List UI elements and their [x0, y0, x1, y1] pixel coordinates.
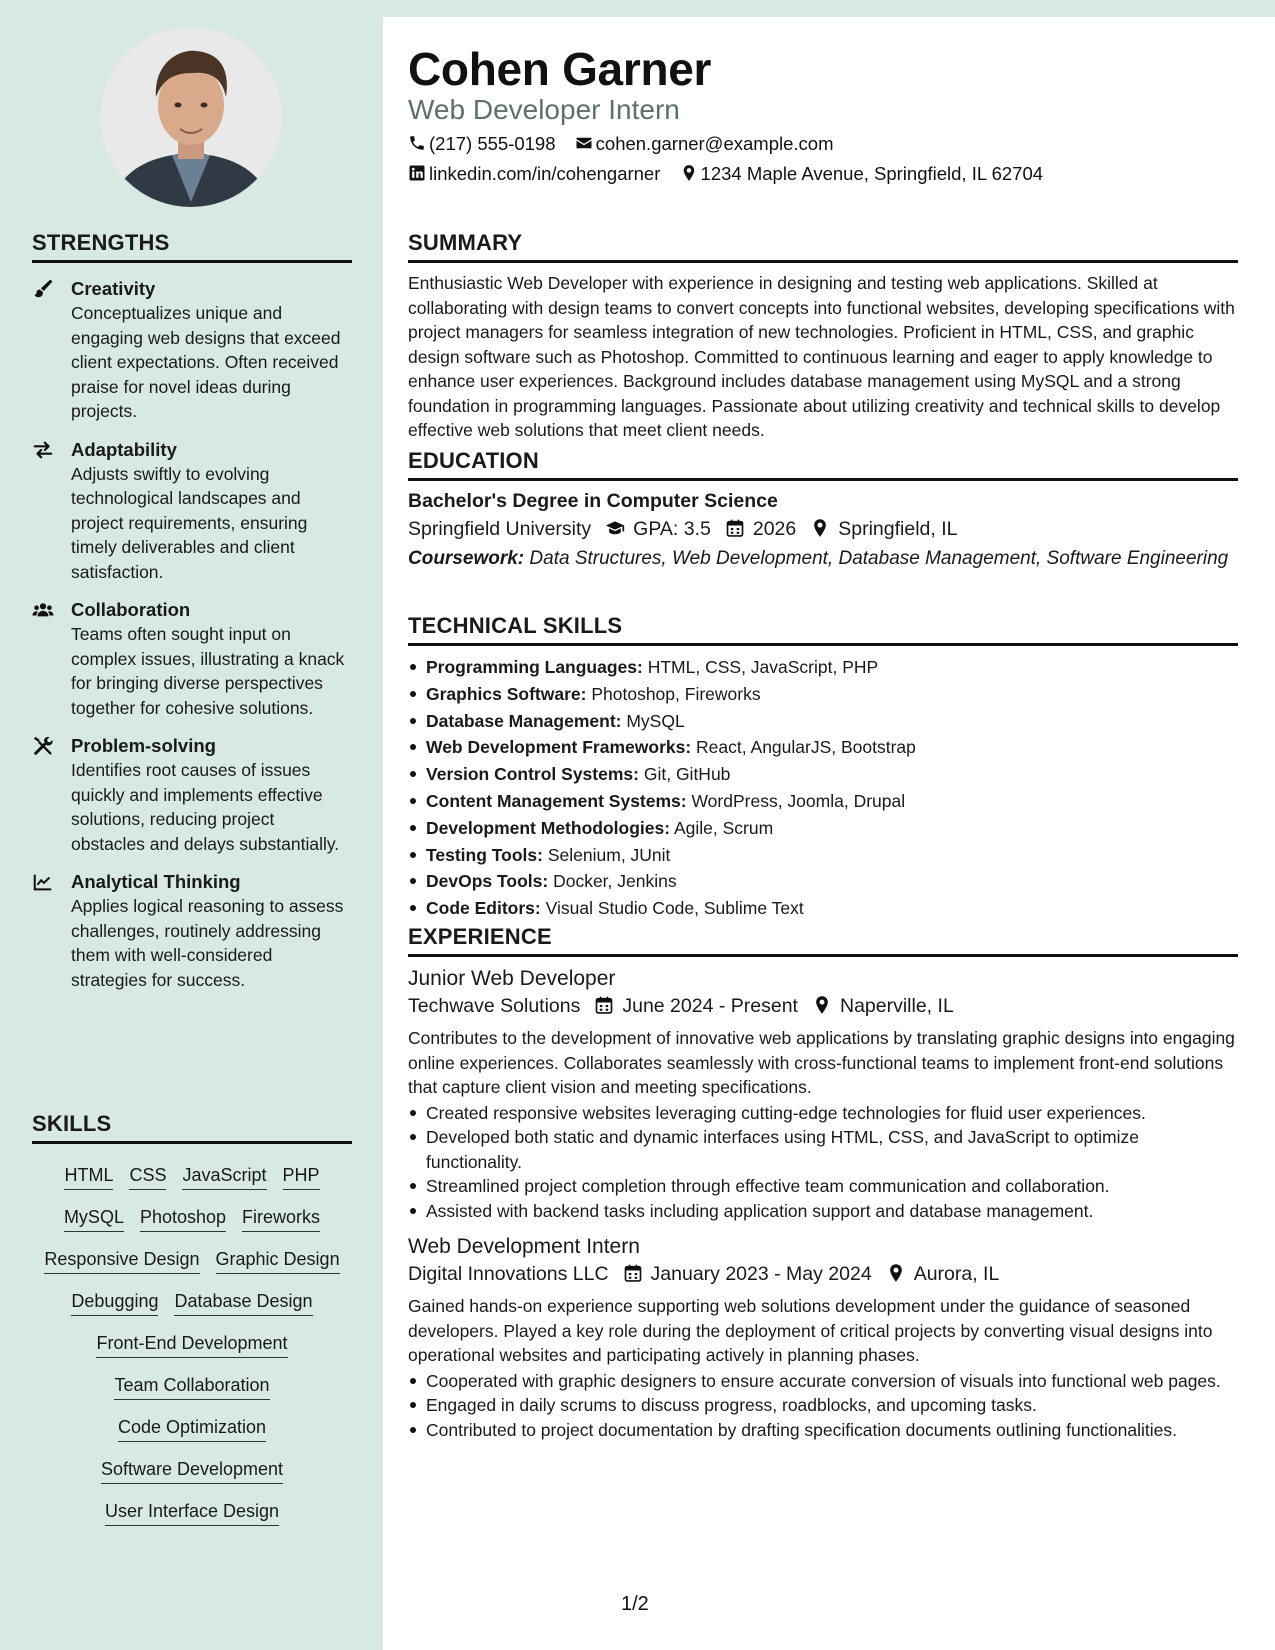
map-pin-icon — [812, 995, 832, 1015]
strengths-title: STRENGTHS — [32, 230, 352, 263]
strength-name: Creativity — [71, 278, 156, 299]
email-text[interactable]: cohen.garner@example.com — [595, 133, 834, 154]
skill-label: Version Control Systems: — [426, 764, 639, 785]
strength-item — [32, 277, 352, 424]
job-title: Junior Web Developer — [408, 967, 616, 990]
company-name: Digital Innovations LLC — [408, 1263, 609, 1285]
skill-tag: Debugging — [71, 1289, 158, 1316]
technical-skills-list — [408, 654, 1238, 922]
list-item — [408, 842, 1238, 869]
email-contact[interactable] — [575, 133, 834, 155]
phone-contact — [408, 133, 556, 155]
company-name: Techwave Solutions — [408, 995, 581, 1017]
skill-tag: User Interface Design — [105, 1499, 279, 1526]
map-pin-icon — [886, 1263, 906, 1283]
sidebar — [0, 0, 383, 1650]
skill-tag: Code Optimization — [118, 1415, 266, 1442]
skill-value: Selenium, JUnit — [547, 844, 671, 865]
strength-desc: Adjusts swiftly to evolving technological landscapes and project requirements, ensuring timely deliverables and client satisfaction. — [71, 463, 308, 582]
chart-line-icon — [32, 871, 54, 893]
job-summary: Gained hands-on experience supporting web solutions development under the guidance of seasoned developers. Played a key role during the deployment of critical projects by converting visual designs into operational websites and participating actively in planning phases. — [408, 1296, 1213, 1365]
envelope-icon — [575, 134, 593, 152]
candidate-role: Web Developer Intern — [408, 94, 680, 125]
experience-section — [408, 924, 1238, 1442]
school-location: Springfield, IL — [838, 518, 958, 540]
profile-photo — [100, 27, 282, 207]
list-item: Contributed to project documentation by drafting specification documents outlining functionalities. — [408, 1418, 1238, 1443]
skill-tag: CSS — [129, 1163, 166, 1190]
strength-item — [32, 438, 352, 585]
list-item — [408, 868, 1238, 895]
job-bullets — [408, 1101, 1238, 1224]
users-icon — [32, 599, 54, 621]
skill-label: Code Editors: — [426, 898, 541, 919]
coursework-text: Data Structures, Web Development, Database Management, Software Engineering — [529, 548, 1229, 569]
phone-text: (217) 555-0198 — [429, 133, 556, 154]
skill-tag: Photoshop — [140, 1205, 226, 1232]
skills-list — [32, 1156, 352, 1534]
summary-text: Enthusiastic Web Developer with experience in designing and testing web applications. Skilled at collaborating with design teams to convert concepts into functional websites, developing specifications with project managers for seamless integration of new technologies. Proficient in HTML, CSS, and graphic design software such as Photoshop. Committed to continuous learning and eager to apply knowledge to enhance user experiences. Background includes database management using MySQL and a strong foundation in programming languages. Passionate about utilizing creativity and technical skills to develop effective web solutions that meet client needs. — [408, 273, 1235, 440]
list-item: Cooperated with graphic designers to ensure accurate conversion of visuals into functional web pages. — [408, 1369, 1238, 1394]
summary-title: SUMMARY — [408, 230, 1238, 263]
job-dates: June 2024 - Present — [622, 995, 798, 1017]
skill-tag: Database Design — [174, 1289, 312, 1316]
list-item: Assisted with backend tasks including application support and database management. — [408, 1199, 1238, 1224]
education-section — [408, 448, 1238, 571]
graduation-year: 2026 — [752, 518, 797, 540]
list-item — [408, 681, 1238, 708]
list-item — [408, 788, 1238, 815]
paintbrush-icon — [32, 278, 54, 300]
linkedin-contact[interactable] — [408, 163, 660, 185]
calendar-icon — [594, 995, 614, 1015]
linkedin-text[interactable]: linkedin.com/in/cohengarner — [429, 163, 661, 184]
job-title: Web Development Intern — [408, 1235, 640, 1258]
summary-section — [408, 230, 1238, 443]
skills-section — [32, 1111, 352, 1534]
strength-name: Problem-solving — [71, 735, 216, 756]
skill-value: MySQL — [626, 710, 685, 731]
list-item — [408, 815, 1238, 842]
list-item — [408, 761, 1238, 788]
list-item: Streamlined project completion through effective team communication and collaboration. — [408, 1174, 1238, 1199]
list-item — [408, 654, 1238, 681]
gpa-text: GPA: 3.5 — [633, 518, 711, 540]
skill-label: Content Management Systems: — [426, 790, 687, 811]
job-location: Naperville, IL — [839, 995, 954, 1017]
skill-tag: Front-End Development — [96, 1331, 287, 1358]
skill-value: Agile, Scrum — [673, 817, 774, 838]
list-item: Developed both static and dynamic interfaces using HTML, CSS, and JavaScript to optimize functionality. — [408, 1125, 1238, 1174]
list-item — [408, 708, 1238, 735]
avatar — [100, 27, 282, 207]
strength-name: Analytical Thinking — [71, 871, 241, 892]
experience-title: EXPERIENCE — [408, 924, 1238, 957]
skill-tag: PHP — [283, 1163, 320, 1190]
map-pin-icon — [810, 518, 830, 538]
skill-tag: Graphic Design — [216, 1247, 340, 1274]
job-location: Aurora, IL — [913, 1263, 1000, 1285]
list-item: Created responsive websites leveraging cutting-edge technologies for fluid user experiences. — [408, 1101, 1238, 1126]
address-contact — [680, 163, 1044, 185]
map-pin-icon — [680, 164, 698, 182]
linkedin-icon — [408, 164, 426, 182]
coursework-label: Coursework: — [408, 548, 525, 569]
list-item — [408, 895, 1238, 922]
candidate-name: Cohen Garner — [408, 43, 712, 95]
skill-tag: HTML — [64, 1163, 113, 1190]
calendar-icon — [725, 518, 745, 538]
skill-tag: JavaScript — [182, 1163, 266, 1190]
degree-name: Bachelor's Degree in Computer Science — [408, 490, 778, 512]
skill-value: React, AngularJS, Bootstrap — [696, 737, 916, 758]
main-content — [383, 17, 1275, 1650]
strength-desc: Identifies root causes of issues quickly and implements effective solutions, reducing project obstacles and delays substantially. — [71, 760, 340, 854]
list-item: Engaged in daily scrums to discuss progress, roadblocks, and upcoming tasks. — [408, 1393, 1238, 1418]
technical-skills-title: TECHNICAL SKILLS — [408, 613, 1238, 646]
list-item — [408, 734, 1238, 761]
skill-label: Graphics Software: — [426, 683, 587, 704]
education-title: EDUCATION — [408, 448, 1238, 481]
education-meta — [408, 518, 1238, 541]
skill-value: Visual Studio Code, Sublime Text — [545, 898, 804, 919]
strength-desc: Conceptualizes unique and engaging web designs that exceed client expectations. Often received praise for novel ideas during projects. — [71, 303, 341, 421]
swap-arrows-icon — [32, 439, 54, 461]
job-dates: January 2023 - May 2024 — [650, 1263, 872, 1285]
strength-item — [32, 734, 352, 856]
skill-label: Programming Languages: — [426, 657, 643, 677]
tools-icon — [32, 735, 54, 757]
skill-tag: Fireworks — [242, 1205, 320, 1232]
skill-label: Database Management: — [426, 710, 622, 731]
skill-value: WordPress, Joomla, Drupal — [691, 790, 906, 811]
graduation-cap-icon — [605, 518, 625, 538]
strength-name: Collaboration — [71, 599, 191, 620]
skill-value: Git, GitHub — [643, 764, 731, 785]
page-number: 1/2 — [621, 1593, 649, 1615]
job-meta — [408, 995, 1238, 1018]
skill-tag: Software Development — [101, 1457, 283, 1484]
strength-name: Adaptability — [71, 438, 177, 460]
school-name: Springfield University — [408, 518, 592, 540]
strength-item — [32, 870, 352, 992]
skill-tag: MySQL — [64, 1205, 124, 1232]
strength-item — [32, 598, 352, 720]
calendar-icon — [623, 1263, 643, 1283]
skill-label: Development Methodologies: — [426, 817, 671, 838]
skill-value: Docker, Jenkins — [553, 871, 677, 892]
strength-desc: Applies logical reasoning to assess challenges, routinely addressing them with well-considered strategies for success. — [71, 896, 344, 990]
strengths-section — [32, 230, 352, 992]
skill-tag: Team Collaboration — [114, 1373, 269, 1400]
technical-skills-section — [408, 613, 1238, 922]
phone-icon — [408, 134, 426, 152]
address-text: 1234 Maple Avenue, Springfield, IL 62704 — [700, 163, 1044, 184]
job-summary: Contributes to the development of innovative web applications by translating graphic designs into engaging online experiences. Collaborates seamlessly with cross-functional teams to implement front-end solutions that capture client vision and meeting specifications. — [408, 1028, 1235, 1097]
skill-value: HTML, CSS, JavaScript, PHP — [647, 657, 879, 677]
job-bullets — [408, 1369, 1238, 1443]
contact-row-1 — [408, 133, 847, 155]
skills-title: SKILLS — [32, 1111, 352, 1144]
strength-desc: Teams often sought input on complex issues, illustrating a knack for bringing diverse perspectives together for cohesive solutions. — [71, 624, 345, 718]
skill-label: DevOps Tools: — [426, 871, 549, 892]
coursework — [408, 546, 1238, 571]
job-meta — [408, 1263, 1238, 1286]
skill-value: Photoshop, Fireworks — [591, 683, 761, 704]
contact-row-2 — [408, 163, 1057, 185]
skill-tag: Responsive Design — [44, 1247, 199, 1274]
skill-label: Web Development Frameworks: — [426, 737, 692, 758]
skill-label: Testing Tools: — [426, 844, 543, 865]
